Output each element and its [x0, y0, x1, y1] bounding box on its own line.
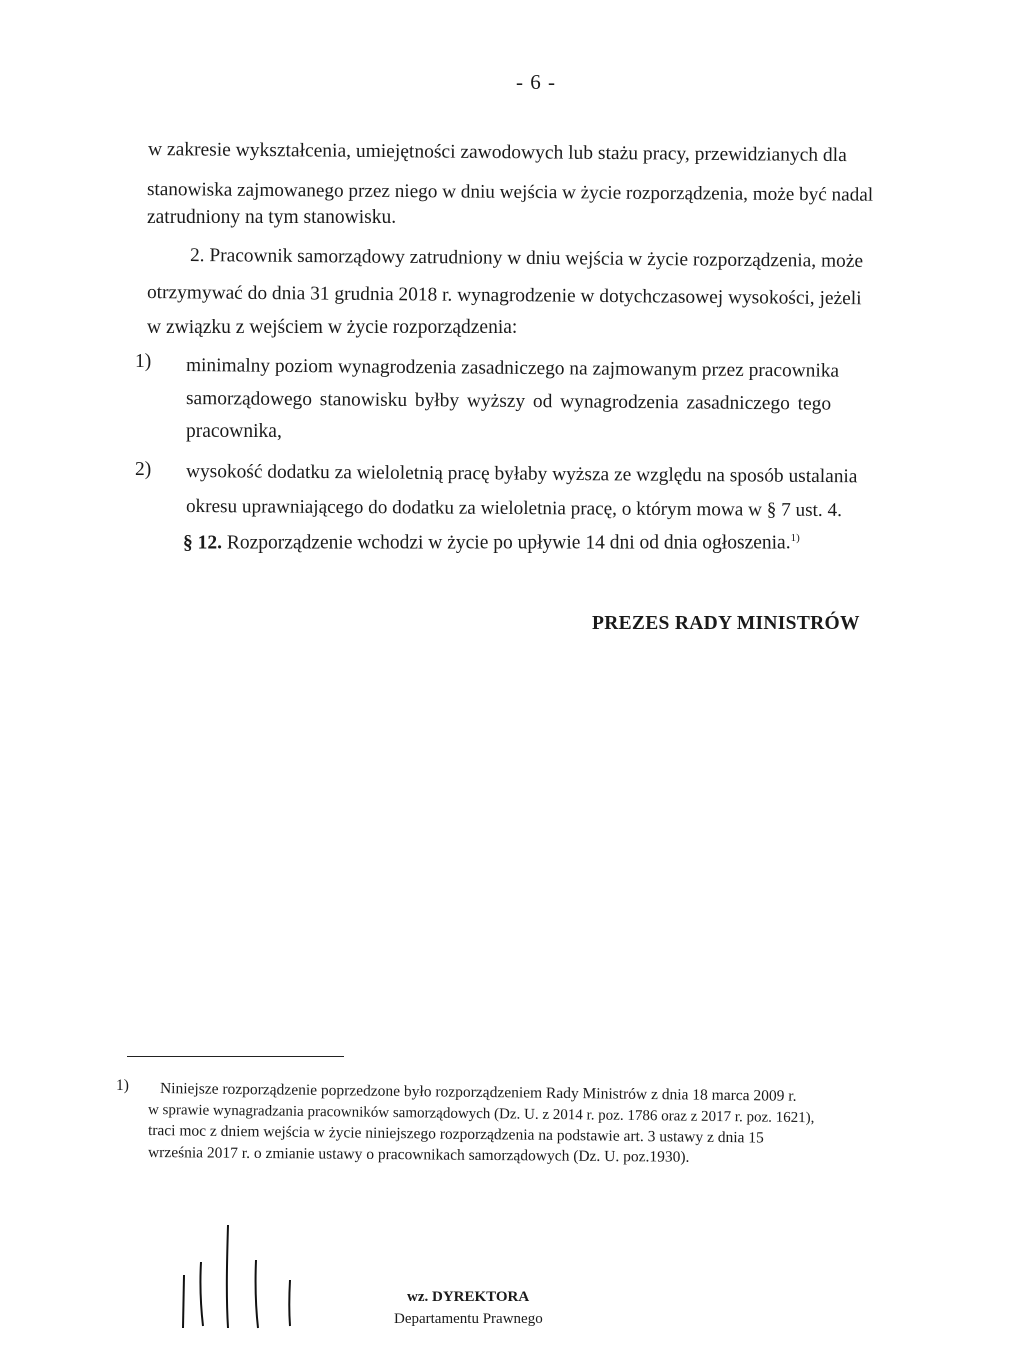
- footnote-reference: 1): [790, 532, 800, 544]
- continuation-line-1: w zakresie wykształcenia, umiejętności zawodowych lub stażu pracy, przewidzianych dla: [147, 139, 847, 167]
- item2-number: 2): [135, 459, 152, 480]
- para2-line-3: w związku z wejściem w życie rozporządzenia:: [147, 317, 518, 338]
- footnote-line-2: w sprawie wynagradzania pracowników samorządowych (Dz. U. z 2014 r. poz. 1786 oraz z 2017 r. poz. 1621),: [147, 1102, 815, 1127]
- section-12-label: § 12.: [183, 532, 222, 554]
- item2-line-1: wysokość dodatku za wieloletnią pracę byłaby wyższa ze względu na sposób ustalania: [185, 461, 858, 488]
- handwritten-signature: [170, 1220, 310, 1330]
- para2-line-1: 2. Pracownik samorządowy zatrudniony w dniu wejścia w życie rozporządzenia, może: [189, 245, 864, 272]
- continuation-line-2: stanowiska zajmowanego przez niego w dniu wejścia w życie rozporządzenia, może być nadal: [146, 179, 874, 206]
- para2-line-2: otrzymywać do dnia 31 grudnia 2018 r. wynagrodzenie w dotychczasowej wysokości, jeżeli: [146, 282, 862, 310]
- footnote-line-3: traci moc z dniem wejścia w życie niniejszego rozporządzenia na podstawie art. 3 ustawy z dnia 15: [147, 1122, 764, 1147]
- item1-line-2: samorządowego stanowisku byłby wyższy od wynagrodzenia zasadniczego tego: [185, 388, 832, 415]
- signature-line-2: Departamentu Prawnego: [394, 1311, 543, 1327]
- signature-line-1: wz. DYREKTORA: [407, 1289, 530, 1305]
- item1-line-3: pracownika,: [186, 421, 282, 442]
- footnote-separator: [127, 1056, 344, 1057]
- continuation-line-3: zatrudniony na tym stanowisku.: [147, 207, 397, 228]
- footnote-line-4: września 2017 r. o zmianie ustawy o pracownikach samorządowych (Dz. U. poz.1930).: [147, 1144, 690, 1166]
- item1-line-1: minimalny poziom wynagrodzenia zasadniczego na zajmowanym przez pracownika: [185, 355, 840, 382]
- section-12: [183, 533, 800, 553]
- footnote-line-1: Niniejsze rozporządzenie poprzedzone było rozporządzeniem Rady Ministrów z dnia 18 marca 2009 r.: [159, 1080, 797, 1105]
- footnote-marker: 1): [116, 1077, 129, 1094]
- section-12-text: Rozporządzenie wchodzi w życie po upływie 14 dni od dnia ogłoszenia.: [226, 532, 791, 554]
- item2-line-2: okresu uprawniającego do dodatku za wieloletnia pracę, o którym mowa w § 7 ust. 4.: [185, 496, 842, 522]
- signatory-heading: PREZES RADY MINISTRÓW: [592, 613, 860, 634]
- item1-number: 1): [135, 351, 152, 372]
- page-number: - 6 -: [516, 70, 556, 94]
